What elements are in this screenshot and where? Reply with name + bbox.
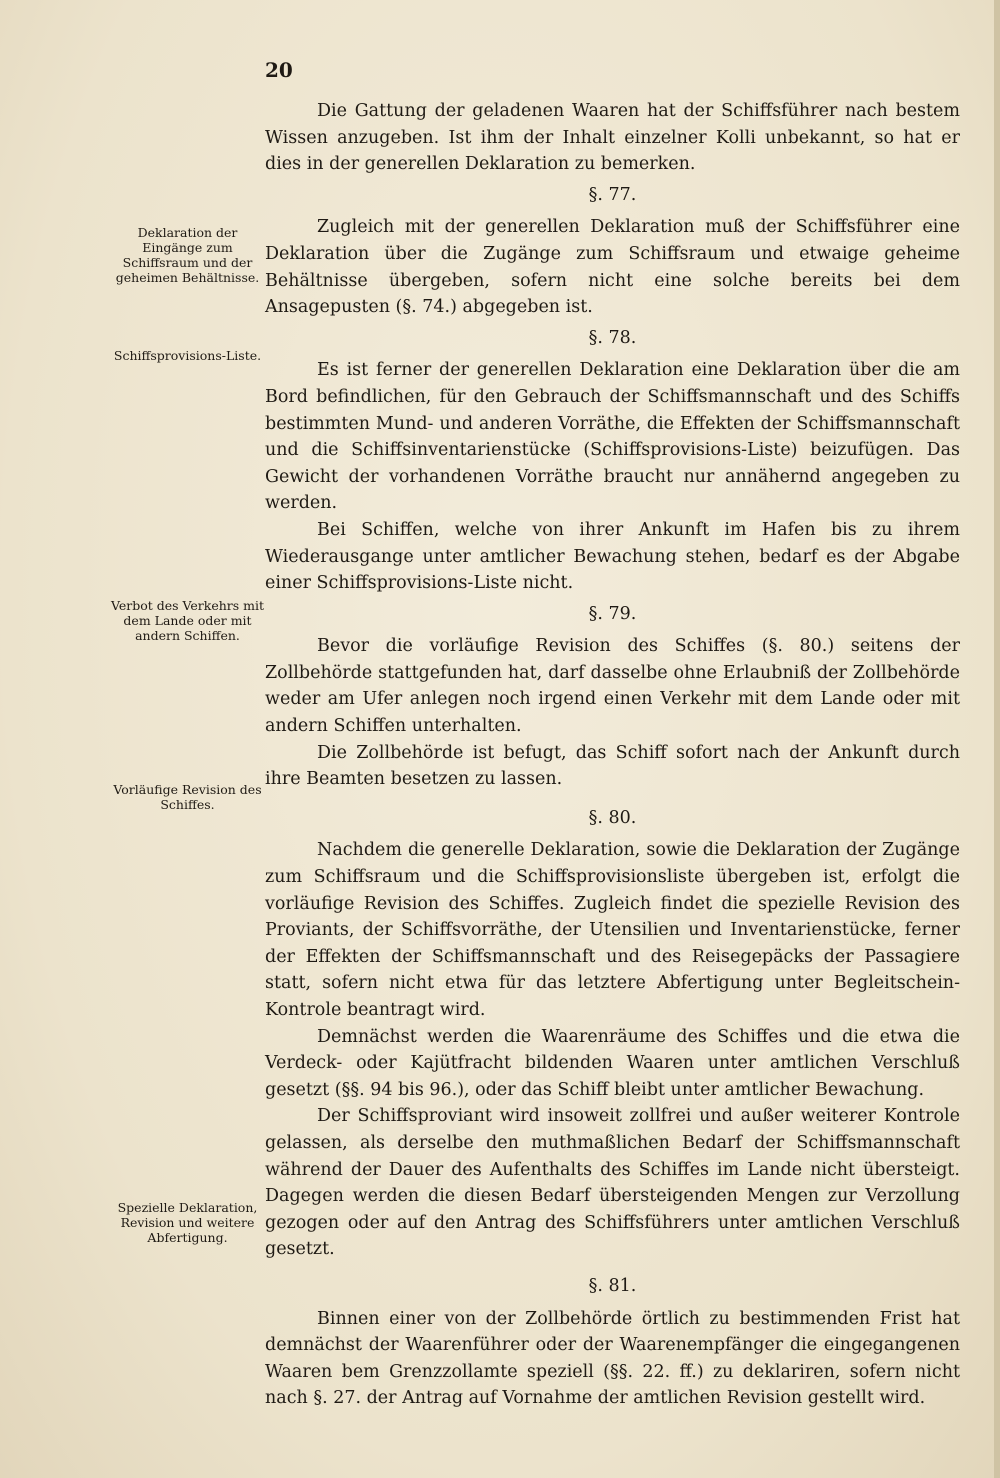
- paragraph: Bevor die vorläufige Revision des Schiffes (§. 80.) seitens der Zollbehörde stattgefunden hat, darf dasselbe ohne Erlaubniß der Zollbehörde weder am Ufer anlegen noch irgend einen Verkehr mit dem Lande oder mit andern Schiffen unterhalten.: [265, 636, 960, 737]
- paragraph: Der Schiffsproviant wird insoweit zollfrei und außer weiterer Kontrole gelassen, als derselbe den muthmaßlichen Bedarf der Schiffsmannschaft während der Dauer des Aufenthalts des Schiffes im Lande nicht übersteigt. Dagegen werden die diesen Bedarf übersteigenden Mengen zur Verzollung gezogen oder auf den Antrag des Schiffsführers unter amtlichen Verschluß gesetzt.: [265, 1106, 960, 1260]
- paragraph: Bei Schiffen, welche von ihrer Ankunft im Hafen bis zu ihrem Wiederausgange unter amtlicher Bewachung stehen, bedarf es der Abgabe einer Schiffsprovisions-Liste nicht.: [265, 519, 960, 594]
- section-heading: §. 79.: [588, 603, 637, 624]
- margin-note-preliminary-revision: Vorläufige Revision des Schiffes.: [113, 782, 262, 812]
- paragraph: Es ist ferner der generellen Deklaration eine Deklaration über die am Bord befindlichen, für den Gebrauch der Schiffsmannschaft und des Schiffs bestimmten Mund- und anderen Vorräthe, die Effekten der Schiffsmannschaft und die Schiffsinventarienstücke (Schiffsprovisions-Liste) beizufügen. Das Gewicht der vorhandenen Vorräthe braucht nur annähernd angegeben zu werden.: [265, 360, 960, 514]
- page-number: 20: [265, 58, 293, 82]
- margin-note-provision-list: Schiffsprovisions-Liste.: [113, 348, 262, 363]
- paragraph: Nachdem die generelle Deklaration, sowie die Deklaration der Zugänge zum Schiffsraum und die Schiffsprovisionsliste übergeben ist, erfolgt die vorläufige Revision des Schiffes. Zugleich findet die spezielle Revision des Proviants, der Schiffsvorräthe, der Utensilien und Inventarienstücke, ferner der Effekten der Schiffsmannschaft und des Reisegepäcks der Passagiere statt, sofern nicht etwa für das letztere Abfertigung unter Begleitschein-Kontrole beantragt wird.: [265, 840, 960, 1020]
- section-heading: §. 78.: [588, 327, 637, 348]
- section-heading: §. 77.: [588, 184, 637, 205]
- page-edge: [994, 0, 1000, 1478]
- paragraph: Binnen einer von der Zollbehörde örtlich zu bestimmenden Frist hat demnächst der Waarenführer oder der Waarenempfänger die eingegangenen Waaren bem Grenzzollamte speziell (§§. 22. ff.) zu deklariren, sofern nicht nach §. 27. der Antrag auf Vornahme der amtlichen Revision gestellt wird.: [265, 1308, 960, 1409]
- section-heading: §. 80.: [588, 807, 637, 828]
- margin-note-special-declaration: Spezielle Deklaration, Revision und weitere Abfertigung.: [117, 1200, 258, 1245]
- margin-note-declaration: Deklaration der Eingänge zum Schiffsraum und der geheimen Behältnisse.: [115, 225, 260, 285]
- main-text: [265, 98, 960, 1412]
- paragraph: Demnächst werden die Waarenräume des Schiffes und die etwa die Verdeck- oder Kajütfracht bildenden Waaren unter amtlichen Verschluß gesetzt (§§. 94 bis 96.), oder das Schiff bleibt unter amtlicher Bewachung.: [265, 1026, 960, 1100]
- margin-note-traffic-ban: Verbot des Verkehrs mit dem Lande oder mit andern Schiffen.: [110, 598, 265, 643]
- paragraph: Die Gattung der geladenen Waaren hat der Schiffsführer nach bestem Wissen anzugeben. Ist ihm der Inhalt einzelner Kolli unbekannt, so hat er dies in der generellen Deklaration zu bemerken.: [265, 101, 960, 175]
- paragraph: Die Zollbehörde ist befugt, das Schiff sofort nach der Ankunft durch ihre Beamten besetzen zu lassen.: [265, 742, 960, 790]
- paragraph: Zugleich mit der generellen Deklaration muß der Schiffsführer eine Deklaration über die Zugänge zum Schiffsraum und etwaige geheime Behältnisse übergeben, sofern nicht eine solche bereits bei dem Ansagepusten (§. 74.) abgegeben ist.: [265, 217, 960, 318]
- section-heading: §. 81.: [588, 1275, 637, 1296]
